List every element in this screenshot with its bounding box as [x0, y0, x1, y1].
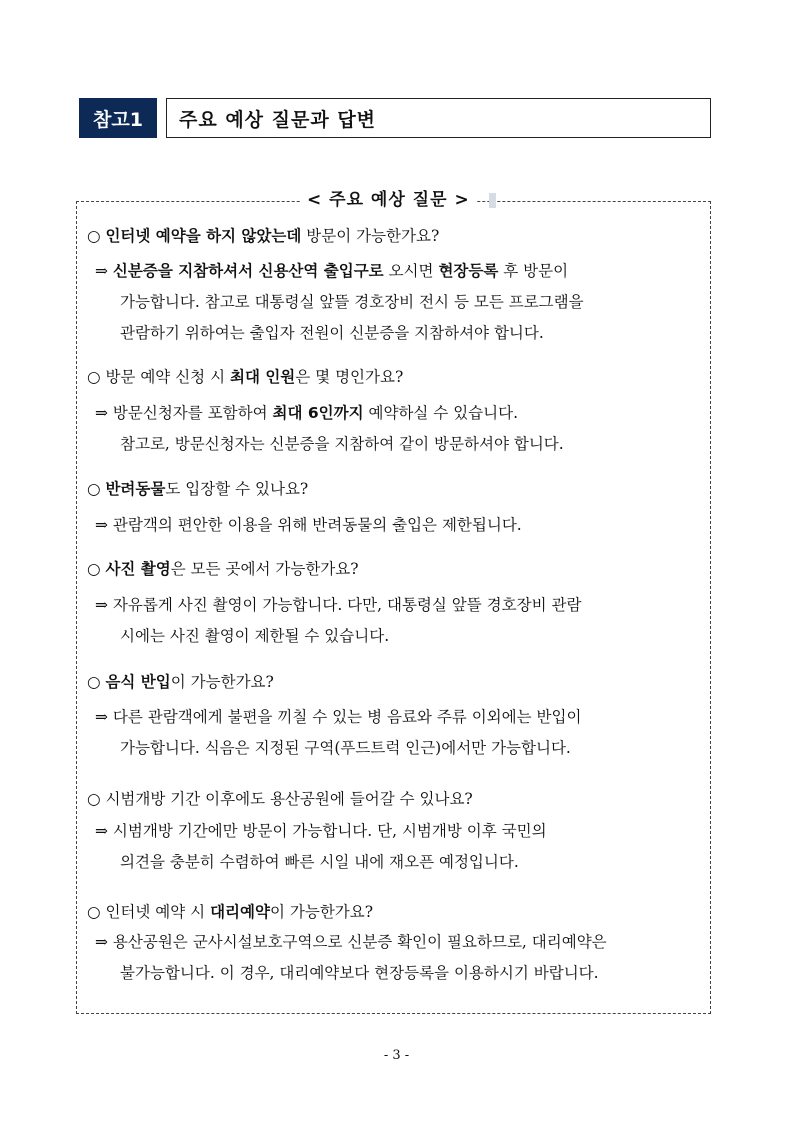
bold-text-run: 인터넷 예약을 하지 않았는데 [105, 227, 302, 245]
answer-line [95, 847, 547, 878]
question-4 [87, 557, 359, 579]
text-run: 도 입장할 수 있나요? [165, 480, 309, 498]
text-run: ○ 시범개방 기간 이후에도 용산공원에 들어갈 수 있나요? [87, 790, 473, 808]
answer-line [95, 287, 584, 318]
bold-text-run: 음식 반입 [105, 673, 171, 691]
text-run: 오시면 [383, 262, 439, 280]
answer-5 [95, 702, 581, 764]
text-run: ○ [87, 480, 106, 498]
text-run: 가능합니다. 식음은 지정된 구역(푸드트럭 인근)에서만 가능합니다. [120, 739, 571, 757]
text-run: ⇒ 관람객의 편안한 이용을 위해 반려동물의 출입은 제한됩니다. [95, 516, 522, 534]
text-run: 관람하기 위하여는 출입자 전원이 신분증을 지참하셔야 합니다. [120, 324, 544, 342]
bold-text-run: 반려동물 [105, 480, 166, 498]
answer-line [95, 816, 547, 847]
answer-line [95, 398, 564, 429]
answer-3 [95, 510, 522, 541]
text-run: 불가능합니다. 이 경우, 대리예약보다 현장등록을 이용하시기 바랍니다. [120, 964, 599, 982]
text-run: 가능합니다. 참고로 대통령실 앞뜰 경호장비 전시 등 모든 프로그램을 [120, 293, 584, 311]
title-marker [489, 193, 496, 208]
answer-4 [95, 590, 581, 652]
reference-title: 주요 예상 질문과 답변 [166, 98, 711, 138]
text-run: 은 모든 곳에서 가능한가요? [170, 560, 359, 578]
answer-line [95, 621, 581, 652]
bold-text-run: 사진 촬영 [105, 560, 171, 578]
reference-header [79, 98, 711, 138]
bold-text-run: 최대 6인까지 [272, 404, 364, 422]
reference-label: 참고1 [79, 98, 157, 138]
answer-line [95, 429, 564, 460]
answer-line [95, 318, 584, 349]
question-5 [87, 670, 274, 692]
answer-line [95, 510, 522, 541]
bold-text-run: 대리예약 [210, 903, 270, 921]
question-2 [87, 365, 403, 387]
bold-text-run: 신분증을 지참하셔서 신용산역 출입구로 [112, 262, 384, 280]
answer-2 [95, 398, 564, 460]
text-run: ⇒ 자유롭게 사진 촬영이 가능합니다. 다만, 대통령실 앞뜰 경호장비 관람 [95, 596, 582, 614]
answer-line [95, 702, 581, 733]
text-run: ⇒ [95, 262, 113, 280]
text-run: ○ 방문 예약 신청 시 [87, 368, 230, 386]
text-run: ⇒ 시범개방 기간에만 방문이 가능합니다. 단, 시범개방 이후 국민의 [95, 822, 547, 840]
section-title: < 주요 예상 질문 > [300, 187, 477, 213]
text-run: 예약하실 수 있습니다. [363, 404, 519, 422]
text-run: ○ [87, 227, 106, 245]
answer-line [95, 256, 584, 287]
question-7 [87, 900, 373, 922]
text-run: 이 가능한가요? [170, 673, 274, 691]
text-run: 참고로, 방문신청자는 신분증을 지참하여 같이 방문하셔야 합니다. [120, 435, 564, 453]
bold-text-run: 현장등록 [438, 262, 499, 280]
text-run: 이 가능한가요? [269, 903, 374, 921]
answer-1 [95, 256, 584, 349]
text-run: ⇒ 방문신청자를 포함하여 [95, 404, 273, 422]
question-1 [87, 224, 439, 246]
answer-line [95, 958, 607, 989]
answer-line [95, 590, 581, 621]
text-run: ⇒ 용산공원은 군사시설보호구역으로 신분증 확인이 필요하므로, 대리예약은 [95, 933, 607, 951]
text-run: 의견을 충분히 수렴하여 빠른 시일 내에 재오픈 예정입니다. [120, 853, 519, 871]
answer-line [95, 733, 581, 764]
page-number: - 3 - [383, 1048, 410, 1063]
text-run: ⇒ 다른 관람객에게 불편을 끼칠 수 있는 병 음료와 주류 이외에는 반입이 [95, 708, 582, 726]
text-run: ○ [87, 673, 106, 691]
bold-text-run: 최대 인원 [229, 368, 296, 386]
question-3 [87, 477, 308, 499]
text-run: 후 방문이 [498, 262, 569, 280]
answer-line [95, 927, 607, 958]
question-6 [87, 787, 473, 809]
answer-6 [95, 816, 547, 878]
text-run: 은 몇 명인가요? [295, 368, 404, 386]
answer-7 [95, 927, 607, 989]
text-run: ○ 인터넷 예약 시 [87, 903, 211, 921]
text-run: ○ [87, 560, 106, 578]
text-run: 방문이 가능한가요? [301, 227, 440, 245]
text-run: 시에는 사진 촬영이 제한될 수 있습니다. [120, 627, 390, 645]
